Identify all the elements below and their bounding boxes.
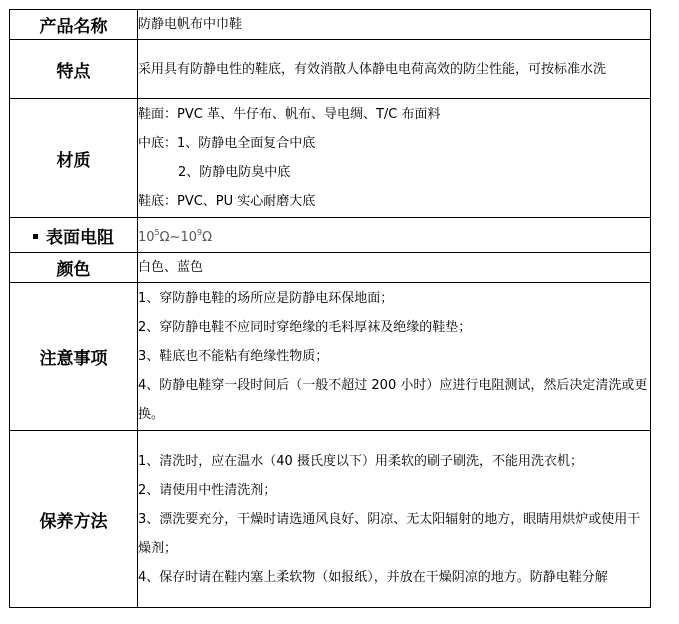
row-product-name — [10, 10, 651, 40]
value-product-name: 防静电帆布中巾鞋 — [138, 10, 651, 40]
label-surface-resistance: 表面电阻 — [46, 227, 114, 248]
row-features — [10, 40, 651, 99]
value-surface-resistance: $10^5\Omega\sim 10^9\Omega$ — [138, 218, 651, 253]
label-product-name: 产品名称 — [10, 10, 138, 40]
note-item: 1、穿防静电鞋的场所应是防静电环保地面； — [138, 291, 394, 306]
care-item: 1、清洗时，应在温水（40 摄氏度以下）用柔软的刷子刷洗，不能用洗衣机； — [138, 453, 583, 469]
materials-midsole-alt: 2、防静电防臭中底 — [178, 165, 291, 180]
row-materials — [10, 99, 651, 218]
label-features: 特点 — [10, 40, 138, 99]
bullet-icon — [33, 234, 38, 239]
label-care: 保养方法 — [10, 431, 138, 608]
note-item: 3、鞋底也不能粘有绝缘性物质； — [138, 349, 329, 364]
row-surface-resistance — [10, 218, 651, 253]
row-notes — [10, 283, 651, 431]
row-care — [10, 431, 651, 608]
label-notes: 注意事项 — [10, 283, 138, 431]
materials-upper: 鞋面：PVC 革、牛仔布、帆布、导电绸、T/C 布面料 — [138, 107, 441, 122]
care-item: 2、请使用中性清洗剂； — [138, 482, 277, 498]
care-item: 4、保存时请在鞋内塞上柔软物（如报纸），并放在干燥阴凉的地方。防静电鞋分解 — [138, 569, 608, 585]
label-colors: 颜色 — [10, 253, 138, 283]
row-colors — [10, 253, 651, 283]
value-features: 采用具有防静电性的鞋底，有效消散人体静电电荷高效的防尘性能，可按标准水洗 — [138, 61, 607, 77]
care-item: 3、漂洗要充分，干燥时请选通风良好、阴凉、无太阳辐射的地方，眼睛用烘炉或使用干燥剂； — [138, 511, 641, 556]
product-spec-table — [9, 9, 651, 608]
note-item: 4、防静电鞋穿一段时间后（一般不超过 200 小时）应进行电阻测试，然后决定清洗或更换。 — [138, 378, 648, 422]
label-materials: 材质 — [10, 99, 138, 218]
materials-outsole: 鞋底：PVC、PU 实心耐磨大底 — [138, 194, 316, 209]
value-colors: 白色、蓝色 — [138, 253, 651, 283]
note-item: 2、穿防静电鞋不应同时穿绝缘的毛料厚袜及绝缘的鞋垫； — [138, 320, 472, 335]
materials-midsole: 中底：1、防静电全面复合中底 — [138, 136, 316, 151]
